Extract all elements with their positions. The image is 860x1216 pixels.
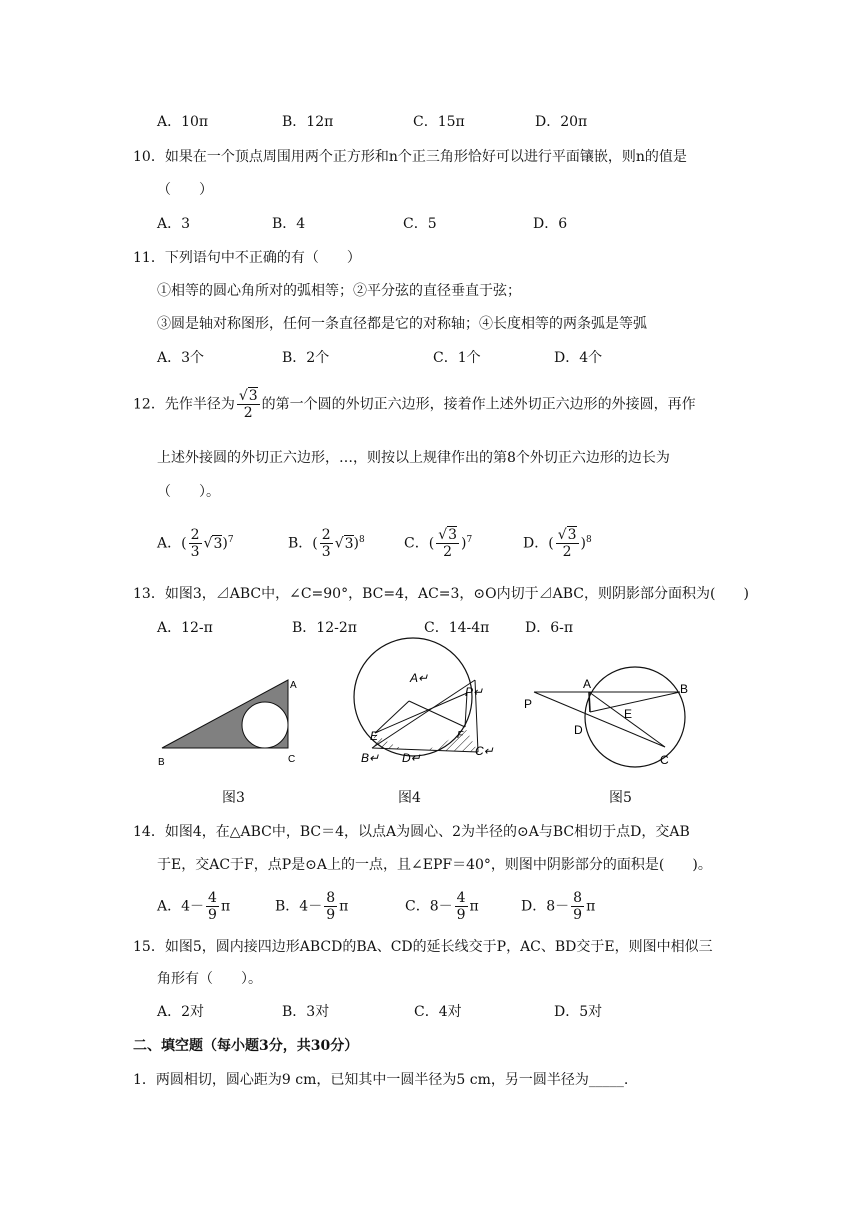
q10-option-b: B．4 (272, 216, 306, 232)
fig4-label-d: D↵ (402, 751, 421, 765)
q15-stem-line2: 角形有（ ）。 (157, 971, 262, 987)
q15-option-d: D．5对 (554, 1004, 603, 1020)
fig3-label-a: A (290, 680, 297, 691)
fig4-label-a: A↵ (410, 671, 429, 685)
q11-option-b: B．2个 (282, 350, 330, 366)
q14-stem-line1: 14．如图4，在△ABC中，BC＝4，以点A为圆心、2为半径的⊙A与BC相切于点D，交AB (133, 824, 690, 840)
q11-option-c: C．1个 (433, 350, 481, 366)
fill-question-1: 1．两圆相切，圆心距为9 cm，已知其中一圆半径为5 cm，另一圆半径为_____. (133, 1072, 629, 1088)
q13-option-b: B．12-2π (292, 620, 357, 636)
fig5-label-b: B (680, 682, 689, 696)
fig3-caption: 图3 (222, 790, 245, 806)
q12-blank: （ ）。 (157, 484, 220, 500)
q14-option-c: C．8－ $\frac{4}{9}$ π (405, 890, 479, 923)
q12-option-c: C．( $\frac{√3}{2}$ )$^7$ (404, 527, 473, 560)
q12-option-d: D．( $\frac{√3}{2}$ )$^8$ (523, 527, 592, 560)
fig4-label-b: B↵ (361, 751, 380, 765)
fig5-circle (585, 667, 685, 767)
q11-option-a: A．3个 (157, 350, 205, 366)
q14-option-b: B．4－ $\frac{8}{9}$ π (275, 890, 349, 923)
fig4-label-c: C↵ (475, 744, 494, 758)
q9-option-b: B．12π (282, 114, 334, 130)
q12-stem-line1: 12．先作半径为 $\frac{√3}{2}$ 的第一个圆的外切正六边形，接着作上述外切正六边形的外接圆，再作 (133, 388, 696, 421)
fig4-label-p: P↵ (465, 685, 484, 699)
q10-option-a: A．3 (157, 216, 191, 232)
fig3-incircle (242, 702, 288, 748)
fig4-line-ep (375, 693, 467, 733)
fig4-label-e: E (370, 729, 379, 743)
q10-option-d: D．6 (533, 216, 568, 232)
q12-stem-line2: 上述外接圆的外切正六边形，…，则按以上规律作出的第8个外切正六边形的边长为 (157, 450, 670, 466)
fig3-label-b: B (158, 757, 165, 768)
q10-blank: （ ） (157, 182, 213, 198)
q12-radius-fraction: $\frac{√3}{2}$ (238, 388, 258, 421)
q13-option-d: D．6-π (525, 620, 574, 636)
q9-option-a: A．10π (157, 114, 209, 130)
q10-stem: 10．如果在一个顶点周围用两个正方形和n个正三角形恰好可以进行平面镶嵌，则n的值是 (133, 149, 687, 165)
q14-stem-line2: 于E，交AC于F，点P是⊙A上的一点，且∠EPF＝40°，则图中阴影部分的面积是( )。 (157, 857, 712, 873)
fig3-label-c: C (288, 754, 296, 765)
fig4-label-f: F (457, 730, 464, 741)
fig5-label-p: P (524, 697, 533, 711)
section-title-fill-in: 二、填空题（每小题3分，共30分） (133, 1038, 359, 1054)
fig5-label-a: A (583, 677, 592, 691)
fig5-caption: 图5 (609, 790, 632, 806)
fig5-label-d: D (574, 723, 583, 737)
q15-stem-line1: 15．如图5，圆内接四边形ABCD的BA、CD的延长线交于P，AC、BD交于E，则图中相似三 (133, 939, 713, 955)
q9-option-c: C．15π (413, 114, 465, 130)
fig4-caption: 图4 (398, 790, 421, 806)
figure-3 (158, 680, 297, 768)
q14-option-a: A．4－ $\frac{4}{9}$ π (157, 890, 231, 923)
fig5-line-pdc (534, 692, 665, 747)
q15-option-a: A．2对 (157, 1004, 205, 1020)
fig4-line-ea (375, 701, 409, 733)
q15-option-c: C．4对 (414, 1004, 462, 1020)
q13-stem: 13．如图3，⊿ABC中，∠C=90°，BC=4，AC=3，⊙O内切于⊿ABC，则阴影部分面积为( ) (133, 586, 749, 602)
fig5-label-e: E (624, 707, 633, 721)
q11-statement-2: ③圆是轴对称图形，任何一条直径都是它的对称轴；④长度相等的两条弧是等弧 (157, 316, 647, 332)
q11-stem: 11．下列语句中不正确的有（ ） (133, 250, 361, 266)
q12-option-a: A．( $\frac{2}{3}$ √3)$^7$ (157, 527, 234, 560)
fig5-line-ad (589, 692, 590, 712)
q11-statement-1: ①相等的圆心角所对的弧相等；②平分弦的直径垂直于弦； (157, 283, 521, 299)
q14-option-d: D．8－ $\frac{8}{9}$ π (521, 890, 596, 923)
figure-5 (524, 667, 688, 767)
fig5-label-c: C (660, 753, 669, 767)
q10-option-c: C．5 (403, 216, 437, 232)
q9-option-d: D．20π (535, 114, 588, 130)
figure-4 (354, 638, 494, 765)
q13-option-c: C．14-4π (424, 620, 490, 636)
q12-option-b: B．( $\frac{2}{3}$ √3)$^8$ (288, 527, 365, 560)
q15-option-b: B．3对 (282, 1004, 330, 1020)
q13-option-a: A．12-π (157, 620, 213, 636)
q11-option-d: D．4个 (554, 350, 603, 366)
